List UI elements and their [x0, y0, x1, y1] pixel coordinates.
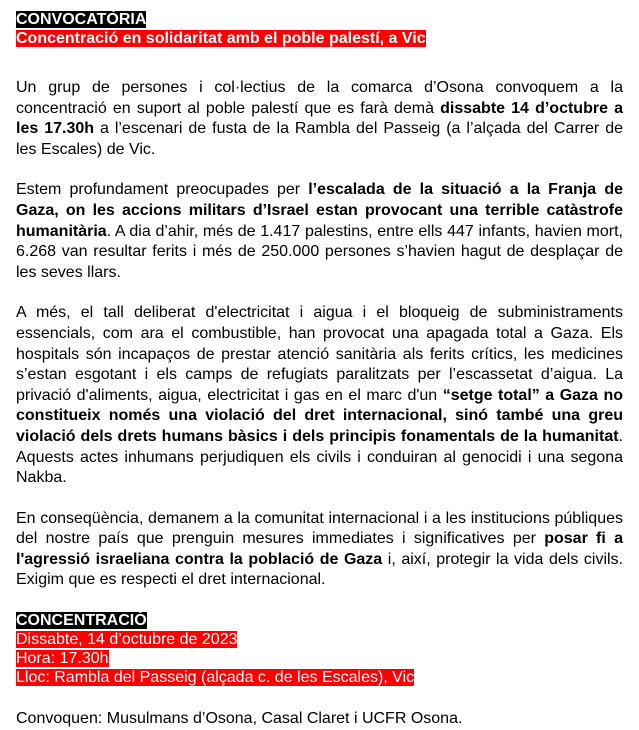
concentration-details — [16, 611, 623, 687]
header-label: CONVOCATÒRIA — [16, 11, 147, 28]
header-subtitle: Concentració en solidaritat amb el poble palestí, a Vic — [16, 30, 426, 47]
paragraph-intro: Un grup de persones i col·lectius de la comarca d’Osona convoquem a la concentració en suport al poble palestí que es farà demà dissabte 14 d’octubre a les 17.30h a l’escenari de fusta de la Rambla del Passeig (a l’alçada del Carrer de les Escales) de Vic. — [16, 79, 624, 158]
document-header — [16, 10, 623, 48]
concentration-date: Dissabte, 14 d’octubre de 2023 — [16, 631, 238, 649]
signoff: Convoquen: Musulmans d’Osona, Casal Claret i UCFR Osona. — [16, 710, 463, 728]
paragraph-demands: En conseqüència, demanem a la comunitat internacional i a les institucions públiques del nostre país que prenguin mesures immediates i significatives per posar fi a l'agressió israeliana contra la població de Gaza i, així, protegir la vida dels civils. Exigim que es respecti el dret internacional. — [16, 509, 623, 589]
paragraph-concern: Estem profundament preocupades per l’escalada de la situació a la Franja de Gaza, on les accions militars d’Israel estan provocant una terrible catàstrofe humanitària. A dia d’ahir, més de 1.417 palestins, entre ells 447 infants, havien mort, 6.268 van resultar ferits i més de 250.000 persones s’havien hagut de desplaçar de les seves llars. — [16, 181, 623, 281]
concentration-place: Lloc: Rambla del Passeig (alçada c. de les Escales), Vic — [16, 669, 415, 687]
paragraph-blockade: A més, el tall deliberat d'electricitat i aigua i el bloqueig de subministraments essencials, com ara el combustible, han provocat una apagada total a Gaza. Els hospitals són incapaços de prestar atenció sanitària als ferits crítics, les medicines s’estan esgotant i els camps de refugiats paralitzats per l’escassetat d’aigua. La privació d'aliments, aigua, electricitat i gas en el marc d'un “setge total” a Gaza no constitueix només una violació del dret internacional, sinó també una greu violació dels drets humans bàsics i dels principis fonamentals de la humanitat. Aquests actes inhumans perjudiquen els civils i conduiran al genocidi i una segona Nakba. — [16, 304, 623, 487]
concentration-time: Hora: 17.30h — [16, 650, 109, 668]
concentration-label: CONCENTRACIÓ — [16, 612, 147, 630]
